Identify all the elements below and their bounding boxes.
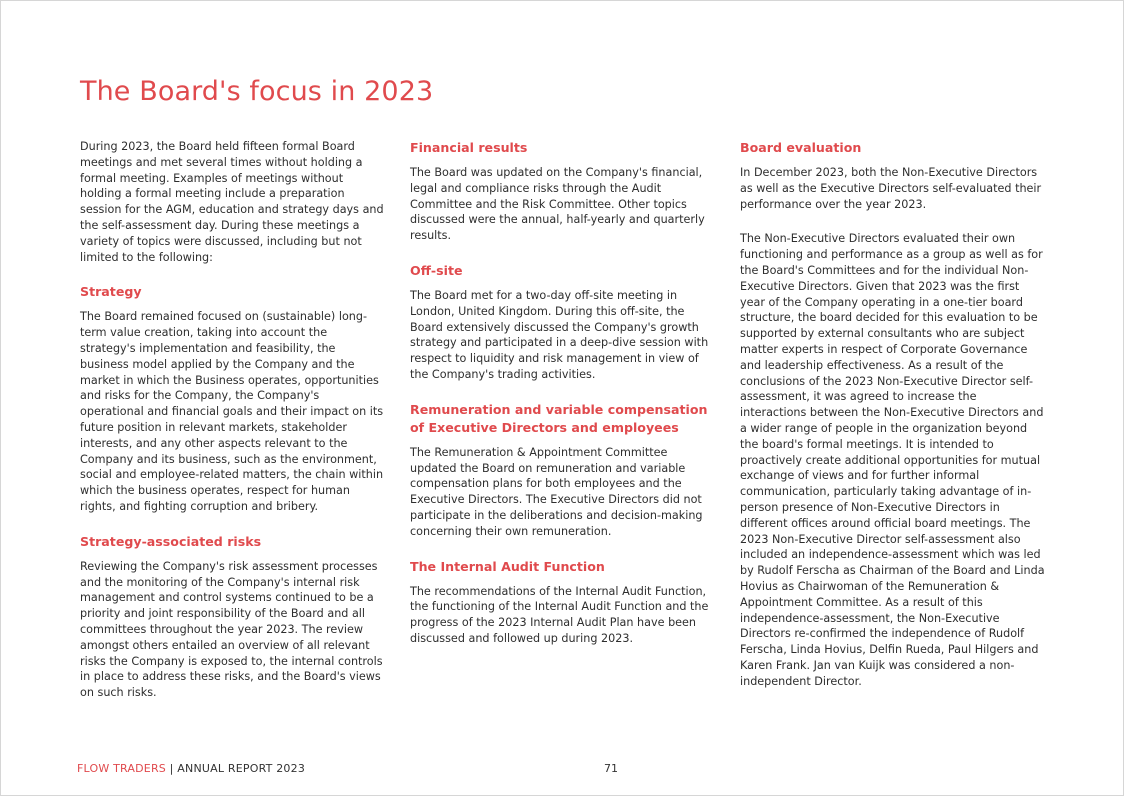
intro-paragraph: During 2023, the Board held fifteen formal Board meetings and met several times without holding a formal meeting. Examples of meetings without holding a formal meeting include a preparation session for the AGM, education and strategy days and the self-assessment day. During these meetings a variety of topics were discussed, including but not limited to the following: [80, 140, 384, 264]
internal-audit-paragraph: The recommendations of the Internal Audit Function, the functioning of the Internal Audit Function and the progress of the 2023 Internal Audit Plan have been discussed and followed up during 2023. [410, 584, 709, 645]
financial-results-heading: Financial results [410, 140, 528, 155]
footer [77, 762, 305, 775]
footer-report-title: ANNUAL REPORT 2023 [177, 762, 306, 775]
offsite-paragraph: The Board met for a two-day off-site meeting in London, United Kingdom. During this off-site, the Board extensively discussed the Company's growth strategy and participated in a deep-dive session with respect to liquidity and risk management in view of the Company's trading activities. [410, 288, 709, 381]
column-3 [740, 139, 1046, 690]
offsite-heading: Off-site [410, 262, 463, 278]
board-evaluation-paragraph-1: In December 2023, both the Non-Executive Directors as well as the Executive Directors self-evaluated their performance over the year 2023. [740, 166, 1042, 211]
footer-separator: | [165, 762, 178, 775]
internal-audit-heading: The Internal Audit Function [410, 558, 605, 574]
column-2 [410, 139, 716, 647]
page-title: The Board's focus in 2023 [80, 76, 434, 107]
strategy-heading: Strategy [80, 284, 142, 300]
remuneration-heading: Remuneration and variable compensation of Executive Directors and employees [410, 401, 708, 435]
footer-brand: FLOW TRADERS [77, 762, 166, 775]
strategy-risks-heading: Strategy-associated risks [80, 533, 262, 549]
financial-results-paragraph: The Board was updated on the Company's financial, legal and compliance risks through the Audit Committee and the Risk Committee. Other topics discussed were the annual, half-yearly and quarterly results. [410, 166, 705, 243]
column-1 [80, 139, 386, 701]
board-evaluation-paragraph-2: The Non-Executive Directors evaluated their own functioning and performance as a group as well as for the Board's Committees and for the individual Non-Executive Directors. Given that 2023 was the first year of the Company operating in a one-tier board structure, the board decided for this evaluation to be supported by external consultants who are subject matter experts in respect of Corporate Governance and leadership effectiveness. As a result of the conclusions of the 2023 Non-Executive Director self-assessment, it was agreed to increase the interactions between the Non-Executive Directors and a wider range of people in the organization beyond the board's formal meetings. It is intended to proactively create additional opportunities for mutual exchange of views and for further informal communication, particularly taking advantage of in-person presence of Non-Executive Directors in different offices around official board meetings. The 2023 Non-Executive Director self-assessment also included an independence-assessment which was led by Rudolf Ferscha as Chairman of the Board and Linda Hovius as Chairwoman of the Remuneration & Appointment Committee. As a result of this independence-assessment, the Non-Executive Directors re-confirmed the independence of Rudolf Ferscha, Linda Hovius, Delfin Rueda, Paul Hilgers and Karen Frank. Jan van Kuijk was considered a non-independent Director. [740, 232, 1045, 688]
strategy-paragraph: The Board remained focused on (sustainable) long-term value creation, taking into account the strategy's implementation and feasibility, the business model applied by the Company and the market in which the Business operates, opportunities and risks for the Company, the Company's operational and financial goals and their impact on its future position in relevant markets, stakeholder interests, and any other aspects relevant to the Company and its business, such as the environment, social and employee-related matters, the chain within which the business operates, respect for human rights, and fighting corruption and bribery. [80, 310, 384, 513]
page-number: 71 [604, 762, 618, 775]
remuneration-paragraph: The Remuneration & Appointment Committee updated the Board on remuneration and variable compensation plans for both employees and the Executive Directors. The Executive Directors did not participate in the deliberations and decision-making concerning their own remuneration. [410, 445, 703, 538]
strategy-risks-paragraph: Reviewing the Company's risk assessment processes and the monitoring of the Company's internal risk management and control systems continued to be a priority and joint responsibility of the Board and all committees throughout the year 2023. The review amongst others entailed an overview of all relevant risks the Company is exposed to, the internal controls in place to address these risks, and the Board's views on such risks. [80, 559, 383, 700]
board-evaluation-heading: Board evaluation [740, 140, 862, 155]
